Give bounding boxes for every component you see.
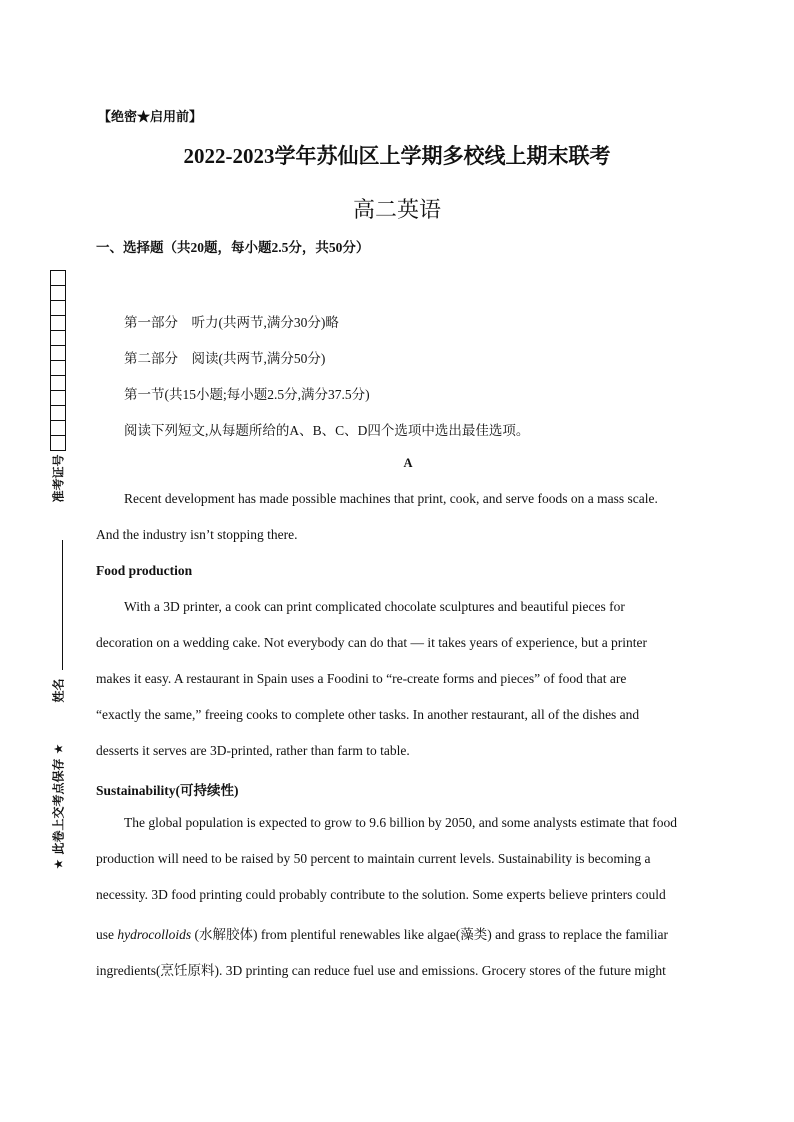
sus-line-4 (96, 923, 668, 943)
intro-line-2: And the industry isn’t stopping there. (96, 527, 298, 542)
exam-id-label: 准考证号 (51, 454, 66, 503)
exam-number-boxes (50, 270, 66, 450)
sus-line-4-start: use (96, 927, 118, 942)
sus-line-1: The global population is expected to grow to 9.6 billion by 2050, and some analysts estimate that food (124, 815, 678, 830)
intro-line-1: Recent development has made possible machines that print, cook, and serve foods on a mass scale. (124, 491, 658, 506)
name-write-line (62, 540, 63, 670)
part1-line: 第一部分 听力(共两节,满分30分)略 (124, 315, 339, 330)
digit-box (50, 270, 66, 286)
food-line-4: “exactly the same,” freeing cooks to complete other tasks. In another restaurant, all of the dishes and (96, 707, 640, 722)
food-line-5: desserts it serves are 3D-printed, rather than farm to table. (96, 743, 410, 758)
digit-box (50, 300, 66, 316)
food-line-2: decoration on a wedding cake. Not everybody can do that — it takes years of experience, but a printer (96, 635, 648, 650)
confidential-tag: 【绝密★启用前】 (98, 109, 203, 124)
section-heading: 一、选择题（共20题，每小题2.5分，共50分） (96, 240, 370, 255)
page-subtitle: 高二英语 (352, 197, 441, 222)
digit-box (50, 315, 66, 331)
sus-line-4-end: (水解胶体) from plentiful renewables like algae(藻类) and grass to replace the familiar (191, 927, 668, 942)
sus-line-2: production will need to be raised by 50 percent to maintain current levels. Sustainability is becoming a (96, 851, 651, 866)
digit-box (50, 390, 66, 406)
page-title: 2022-2023学年苏仙区上学期多校线上期末联考 (183, 144, 611, 168)
digit-box (50, 405, 66, 421)
food-line-3: makes it easy. A restaurant in Spain uses a Foodini to “re-create forms and pieces” of food that are (96, 671, 627, 686)
sus-line-3: necessity. 3D food printing could probably contribute to the solution. Some experts believe printers could (96, 887, 666, 902)
digit-box (50, 375, 66, 391)
digit-box (50, 345, 66, 361)
digit-box (50, 360, 66, 376)
sustainability-heading: Sustainability(可持续性) (96, 783, 239, 798)
passage-label: A (403, 456, 413, 470)
instructions-line: 阅读下列短文,从每题所给的A、B、C、D四个选项中选出最佳选项。 (124, 423, 530, 438)
food-line-1: With a 3D printer, a cook can print complicated chocolate sculptures and beautiful pieces for (124, 599, 625, 614)
sus-line-5: ingredients(烹饪原料). 3D printing can reduce fuel use and emissions. Grocery stores of the future might (96, 963, 666, 978)
digit-box (50, 330, 66, 346)
keep-warning: ★ 此卷上交考点保存 ★ (51, 743, 66, 870)
section1-line: 第一节(共15小题;每小题2.5分,满分37.5分) (124, 387, 370, 402)
hydrocolloids-term: hydrocolloids (117, 927, 192, 942)
food-production-heading: Food production (96, 563, 193, 578)
digit-box (50, 285, 66, 301)
part2-line: 第二部分 阅读(共两节,满分50分) (124, 351, 326, 366)
digit-box (50, 420, 66, 436)
name-label: 姓名 (51, 678, 66, 703)
